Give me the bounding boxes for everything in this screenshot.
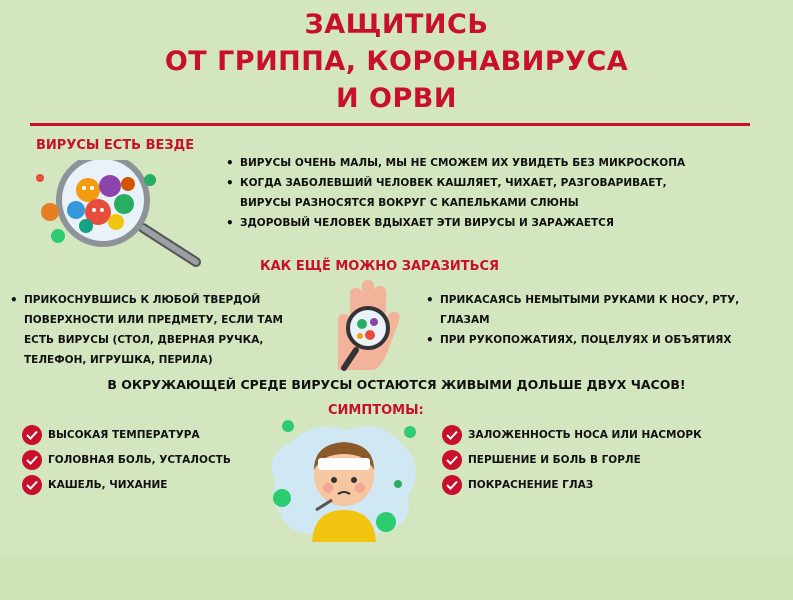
list-item: • ПРИКОСНУВШИСЬ К ЛЮБОЙ ТВЕРДОЙ ПОВЕРХНОСТИ ИЛИ ПРЕДМЕТУ, ЕСЛИ ТАМ ЕСТЬ ВИРУСЫ (СТОЛ, ДВЕРНАЯ РУЧКА, ТЕЛЕФОН, ИГРУШКА, ПЕРИЛА) xyxy=(10,290,308,370)
title-line-2: ОТ ГРИППА, КОРОНАВИРУСА xyxy=(164,46,629,77)
symptom-label: ПОКРАСНЕНИЕ ГЛАЗ xyxy=(468,478,594,491)
title-divider xyxy=(30,123,750,126)
list-item: • КОГДА ЗАБОЛЕВШИЙ ЧЕЛОВЕК КАШЛЯЕТ, ЧИХАЕТ, РАЗГОВАРИВАЕТ, ВИРУСЫ РАЗНОСЯТСЯ ВОКРУГ С КАПЕЛЬКАМИ СЛЮНЫ xyxy=(226,173,696,213)
viruses-heading: ВИРУСЫ ЕСТЬ ВЕЗДЕ xyxy=(36,138,195,153)
list-item xyxy=(22,447,231,472)
title-line-3: И ОРВИ xyxy=(336,83,457,114)
bottom-band xyxy=(0,556,793,600)
page-title xyxy=(0,6,793,117)
check-icon xyxy=(442,475,462,495)
symptoms-left-list xyxy=(22,422,231,497)
list-item: • ЗДОРОВЫЙ ЧЕЛОВЕК ВДЫХАЕТ ЭТИ ВИРУСЫ И ЗАРАЖАЕТСЯ xyxy=(226,213,696,233)
hand-with-germs-icon xyxy=(318,280,410,372)
list-item xyxy=(22,422,231,447)
list-item xyxy=(442,447,702,472)
title-line-1: ЗАЩИТИСЬ xyxy=(304,9,489,40)
check-icon xyxy=(442,425,462,445)
infection-right-list xyxy=(426,290,766,350)
list-item xyxy=(442,422,702,447)
symptom-label: ГОЛОВНАЯ БОЛЬ, УСТАЛОСТЬ xyxy=(48,453,231,466)
environment-note: В ОКРУЖАЮЩЕЙ СРЕДЕ ВИРУСЫ ОСТАЮТСЯ ЖИВЫМИ ДОЛЬШЕ ДВУХ ЧАСОВ! xyxy=(107,377,686,392)
check-icon xyxy=(22,450,42,470)
symptom-label: КАШЕЛЬ, ЧИХАНИЕ xyxy=(48,478,168,491)
check-icon xyxy=(442,450,462,470)
symptom-label: ВЫСОКАЯ ТЕМПЕРАТУРА xyxy=(48,428,200,441)
list-item: • ПРИКАСАЯСЬ НЕМЫТЫМИ РУКАМИ К НОСУ, РТУ, ГЛАЗАМ xyxy=(426,290,766,330)
symptoms-right-list xyxy=(442,422,702,497)
sick-child-icon xyxy=(262,414,426,544)
list-item xyxy=(22,472,231,497)
list-item: • ВИРУСЫ ОЧЕНЬ МАЛЫ, МЫ НЕ СМОЖЕМ ИХ УВИДЕТЬ БЕЗ МИКРОСКОПА xyxy=(226,153,696,173)
symptom-label: ПЕРШЕНИЕ И БОЛЬ В ГОРЛЕ xyxy=(468,453,641,466)
infection-heading: КАК ЕЩЁ МОЖНО ЗАРАЗИТЬСЯ xyxy=(260,259,500,274)
check-icon xyxy=(22,475,42,495)
symptoms-heading: СИМПТОМЫ: xyxy=(328,403,424,418)
magnifier-with-germs-icon xyxy=(28,160,208,272)
infection-left-list xyxy=(10,290,308,370)
list-item: • ПРИ РУКОПОЖАТИЯХ, ПОЦЕЛУЯХ И ОБЪЯТИЯХ xyxy=(426,330,766,350)
list-item xyxy=(442,472,702,497)
viruses-list xyxy=(226,153,696,233)
symptom-label: ЗАЛОЖЕННОСТЬ НОСА ИЛИ НАСМОРК xyxy=(468,428,702,441)
check-icon xyxy=(22,425,42,445)
